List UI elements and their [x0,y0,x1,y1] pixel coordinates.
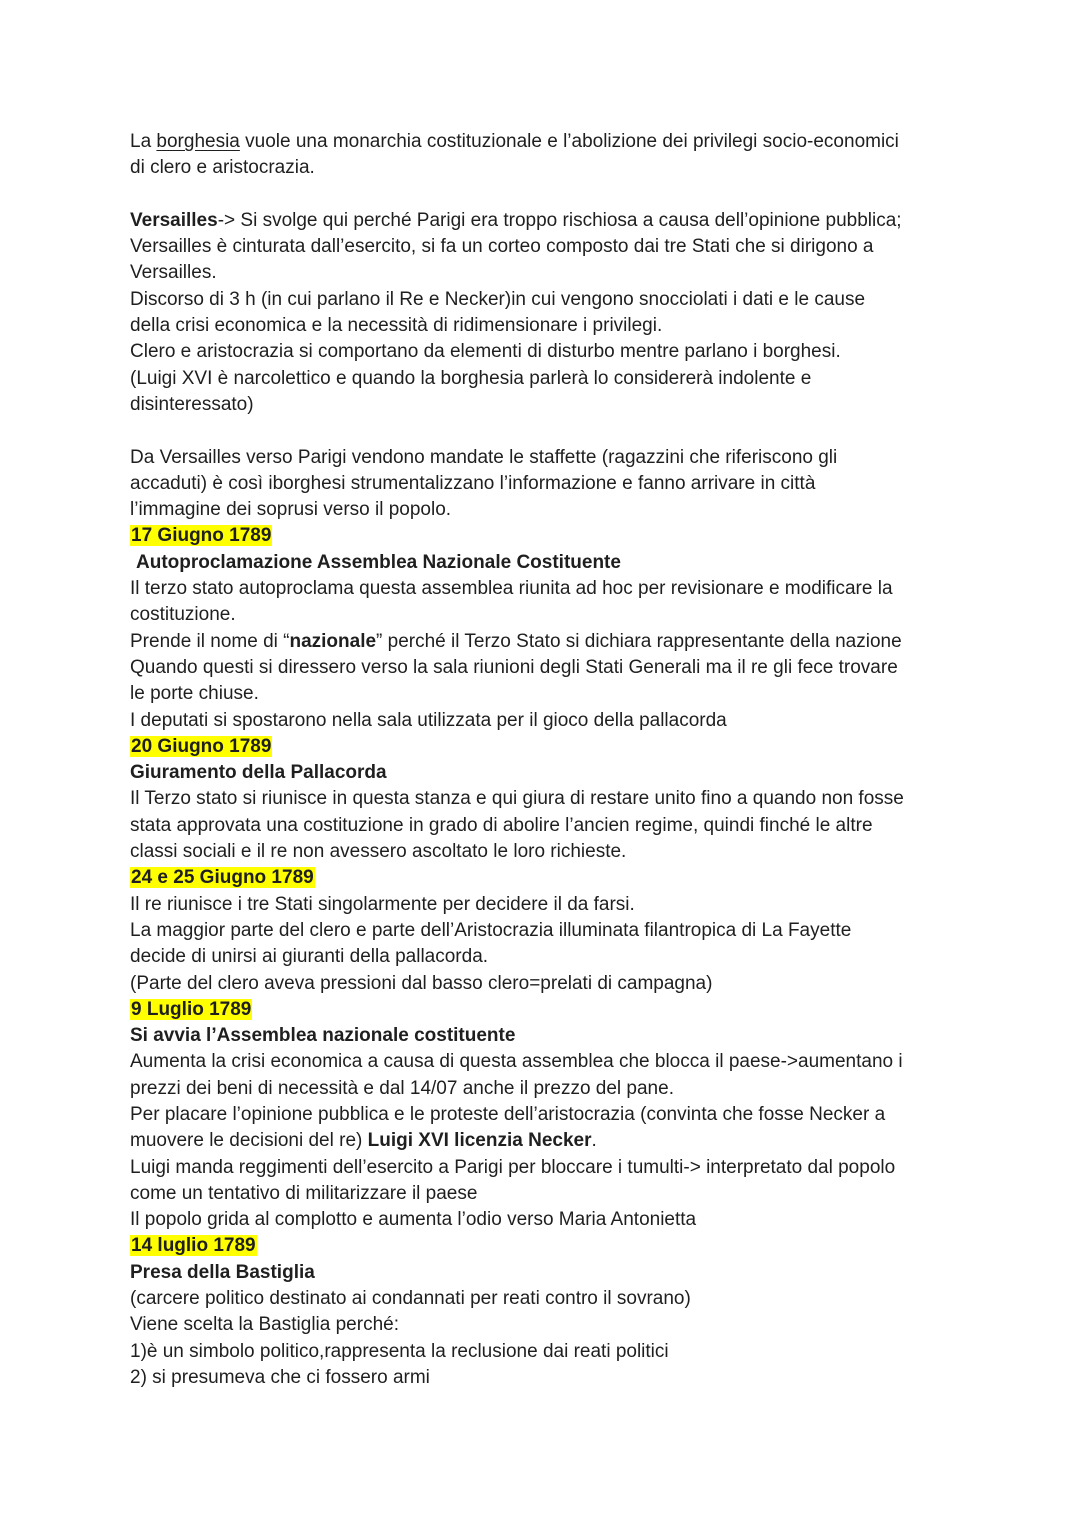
event-line: 2) si presumeva che ci fossero armi [130,1366,430,1388]
event-title: Giuramento della Pallacorda [130,762,387,784]
text: . [591,1130,597,1152]
event-line: come un tentativo di militarizzare il paese [130,1182,478,1204]
event-date: 24 e 25 Giugno 1789 [131,867,314,889]
event-line [130,629,950,655]
event-line: prezzi dei beni di necessità e dal 14/07 anche il prezzo del pane. [130,1077,674,1099]
event-date-line [130,523,950,549]
text: vuole una monarchia costituzionale e l’abolizione dei privilegi socio-economici [239,131,899,152]
versailles-line: disinteressato) [130,393,254,415]
event-line: classi sociali e il re non avessero ascoltato le loro richieste. [130,841,627,863]
event-line: le porte chiuse. [130,683,259,705]
staffette-line: l’immagine dei soprusi verso il popolo. [130,499,452,521]
event-date-line [130,734,950,760]
versailles-line: (Luigi XVI è narcolettico e quando la borghesia parlerà lo considererà indolente e [130,367,812,389]
event-line: I deputati si spostarono nella sala utilizzata per il gioco della pallacorda [130,709,727,731]
event-line: stata approvata una costituzione in grado di abolire l’ancien regime, quindi finché le altre [130,814,873,836]
event-line [130,1128,950,1154]
event-title: Autoproclamazione Assemblea Nazionale Costituente [136,551,621,573]
event-line: costituzione. [130,604,236,626]
versailles-line: Discorso di 3 h (in cui parlano il Re e Necker)in cui vengono snocciolati i dati e le cause [130,288,866,310]
text: ” perché il Terzo Stato si dichiara rappresentante della nazione [376,630,902,652]
event-line: Quando questi si diressero verso la sala riunioni degli Stati Generali ma il re gli fece trovare [130,656,898,678]
intro-line: di clero e aristocrazia. [130,157,315,179]
event-line: Aumenta la crisi economica a causa di questa assemblea che blocca il paese->aumentano i [130,1051,903,1073]
event-date: 9 Luglio 1789 [131,998,252,1020]
event-title: Si avvia l’Assemblea nazionale costituente [130,1025,516,1047]
event-line: Viene scelta la Bastiglia perché: [130,1314,399,1336]
paragraph-gap [130,418,950,444]
event-line: Il terzo stato autoproclama questa assemblea riunita ad hoc per revisionare e modificare la [130,578,893,600]
event-line: 1)è un simbolo politico,rappresenta la reclusione dai reati politici [130,1340,669,1362]
text: muovere le decisioni del re) [130,1130,368,1152]
staffette-line: Da Versailles verso Parigi vendono mandate le staffette (ragazzini che riferiscono gli [130,446,838,468]
event-date: 20 Giugno 1789 [131,735,272,757]
versailles-line [130,208,950,234]
event-date-line [130,1233,950,1259]
event-line: (carcere politico destinato ai condannati per reati contro il sovrano) [130,1288,691,1310]
bold-term: nazionale [289,630,377,652]
event-line: La maggior parte del clero e parte dell’Aristocrazia illuminata filantropica di La Fayette [130,919,852,941]
event-line: decide di unirsi ai giuranti della pallacorda. [130,946,489,968]
bold-term: Luigi XVI licenzia Necker [367,1130,592,1152]
intro-line [130,129,950,155]
event-date: 14 luglio 1789 [131,1235,256,1257]
document-page [130,129,950,1391]
event-date-line [130,997,950,1023]
event-date: 17 Giugno 1789 [131,525,272,547]
event-line: Per placare l’opinione pubblica e le proteste dell’aristocrazia (convinta che fosse Necker a [130,1103,886,1125]
text: Prende il nome di “ [130,630,290,652]
text: -> Si svolge qui perché Parigi era troppo rischiosa a causa dell’opinione pubblica; [217,209,902,231]
event-title: Presa della Bastiglia [130,1261,315,1283]
versailles-line: della crisi economica e la necessità di ridimensionare i privilegi. [130,315,663,337]
event-date-line [130,865,950,891]
versailles-label: Versailles [130,209,218,231]
event-line: (Parte del clero aveva pressioni dal basso clero=prelati di campagna) [130,972,713,994]
staffette-line: accaduti) è così iborghesi strumentalizzano l’informazione e fanno arrivare in città [130,472,816,494]
event-line: Luigi manda reggimenti dell’esercito a Parigi per bloccare i tumulti-> interpretato dal popolo [130,1156,896,1178]
event-line: Il popolo grida al complotto e aumenta l’odio verso Maria Antonietta [130,1209,697,1231]
versailles-line: Clero e aristocrazia si comportano da elementi di disturbo mentre parlano i borghesi. [130,341,841,363]
event-line: Il re riunisce i tre Stati singolarmente per decidere il da farsi. [130,893,635,915]
event-line: Il Terzo stato si riunisce in questa stanza e qui giura di restare unito fino a quando non fosse [130,788,904,810]
versailles-line: Versailles è cinturata dall’esercito, si fa un corteo composto dai tre Stati che si dirigono a [130,236,874,258]
text: La [130,131,157,152]
paragraph-gap [130,182,950,208]
versailles-line: Versailles. [130,262,217,284]
underlined-term: borghesia [156,131,240,152]
